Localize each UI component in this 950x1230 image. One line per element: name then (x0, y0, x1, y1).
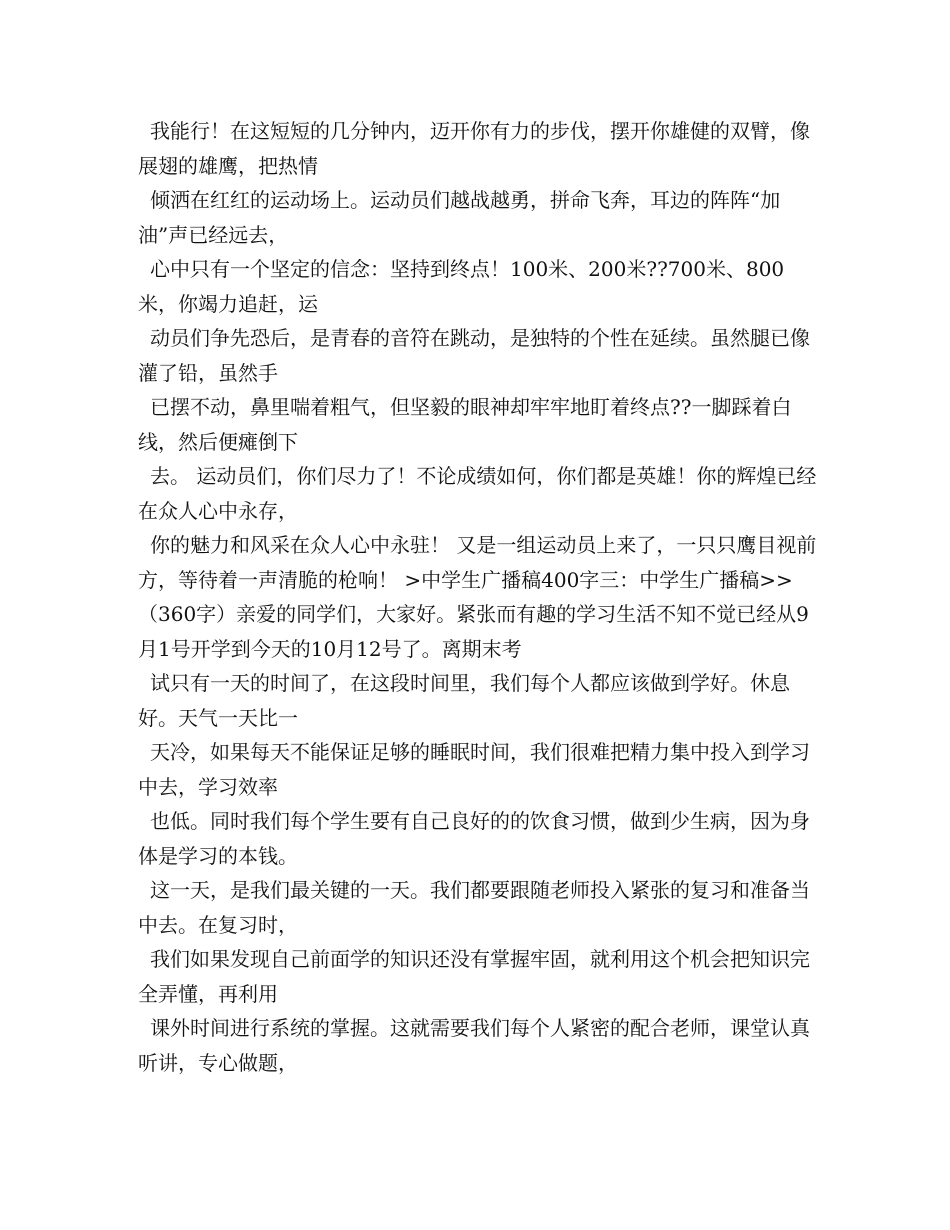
paragraph-5: 已摆不动，鼻里喘着粗气，但坚毅的眼神却牢牢地盯着终点??一脚踩着白线，然后便瘫倒下 (138, 395, 792, 454)
paragraph-12: 我们如果发现自己前面学的知识还没有掌握牢固，就利用这个机会把知识完全弄懂，再利用 (138, 947, 810, 1006)
paragraph-10: 也低。同时我们每个学生要有自己良好的的饮食习惯，做到少生病，因为身体是学习的本钱。 (138, 809, 810, 868)
paragraph-6: 去。 运动员们，你们尽力了！不论成绩如何，你们都是英雄！你的辉煌已经在众人心中永存， (138, 464, 817, 523)
paragraph-13: 课外时间进行系统的掌握。这就需要我们每个人紧密的配合老师，课堂认真听讲，专心做题， (138, 1016, 810, 1075)
paragraph-7: 你的魅力和风采在众人心中永驻！ 又是一组运动员上来了，一只只鹰目视前方，等待着一声清脆的枪响！ >中学生广播稿400字三：中学生广播稿>>（360字）亲爱的同学们，大家好。紧张而有趣的学习生活不知不觉已经从9月1号开学到今天的10月12号了。离期末考 (138, 533, 817, 661)
paragraph-9: 天冷，如果每天不能保证足够的睡眠时间，我们很难把精力集中投入到学习中去，学习效率 (138, 740, 810, 799)
paragraph-11: 这一天，是我们最关键的一天。我们都要跟随老师投入紧张的复习和准备当中去。在复习时， (138, 878, 810, 937)
document-body (138, 114, 818, 1080)
paragraph-2: 倾洒在红红的运动场上。运动员们越战越勇，拼命飞奔，耳边的阵阵“加油”声已经远去， (138, 188, 781, 247)
paragraph-4: 动员们争先恐后，是青春的音符在跳动，是独特的个性在延续。虽然腿已像灌了铅，虽然手 (138, 326, 810, 385)
paragraph-8: 试只有一天的时间了，在这段时间里，我们每个人都应该做到学好。休息好。天气一天比一 (138, 671, 790, 730)
paragraph-3: 心中只有一个坚定的信念：坚持到终点！100米、200米??700米、800米，你竭力追赶，运 (138, 257, 785, 316)
paragraph-1: 我能行！在这短短的几分钟内，迈开你有力的步伐，摆开你雄健的双臂，像展翅的雄鹰，把热情 (138, 119, 810, 178)
